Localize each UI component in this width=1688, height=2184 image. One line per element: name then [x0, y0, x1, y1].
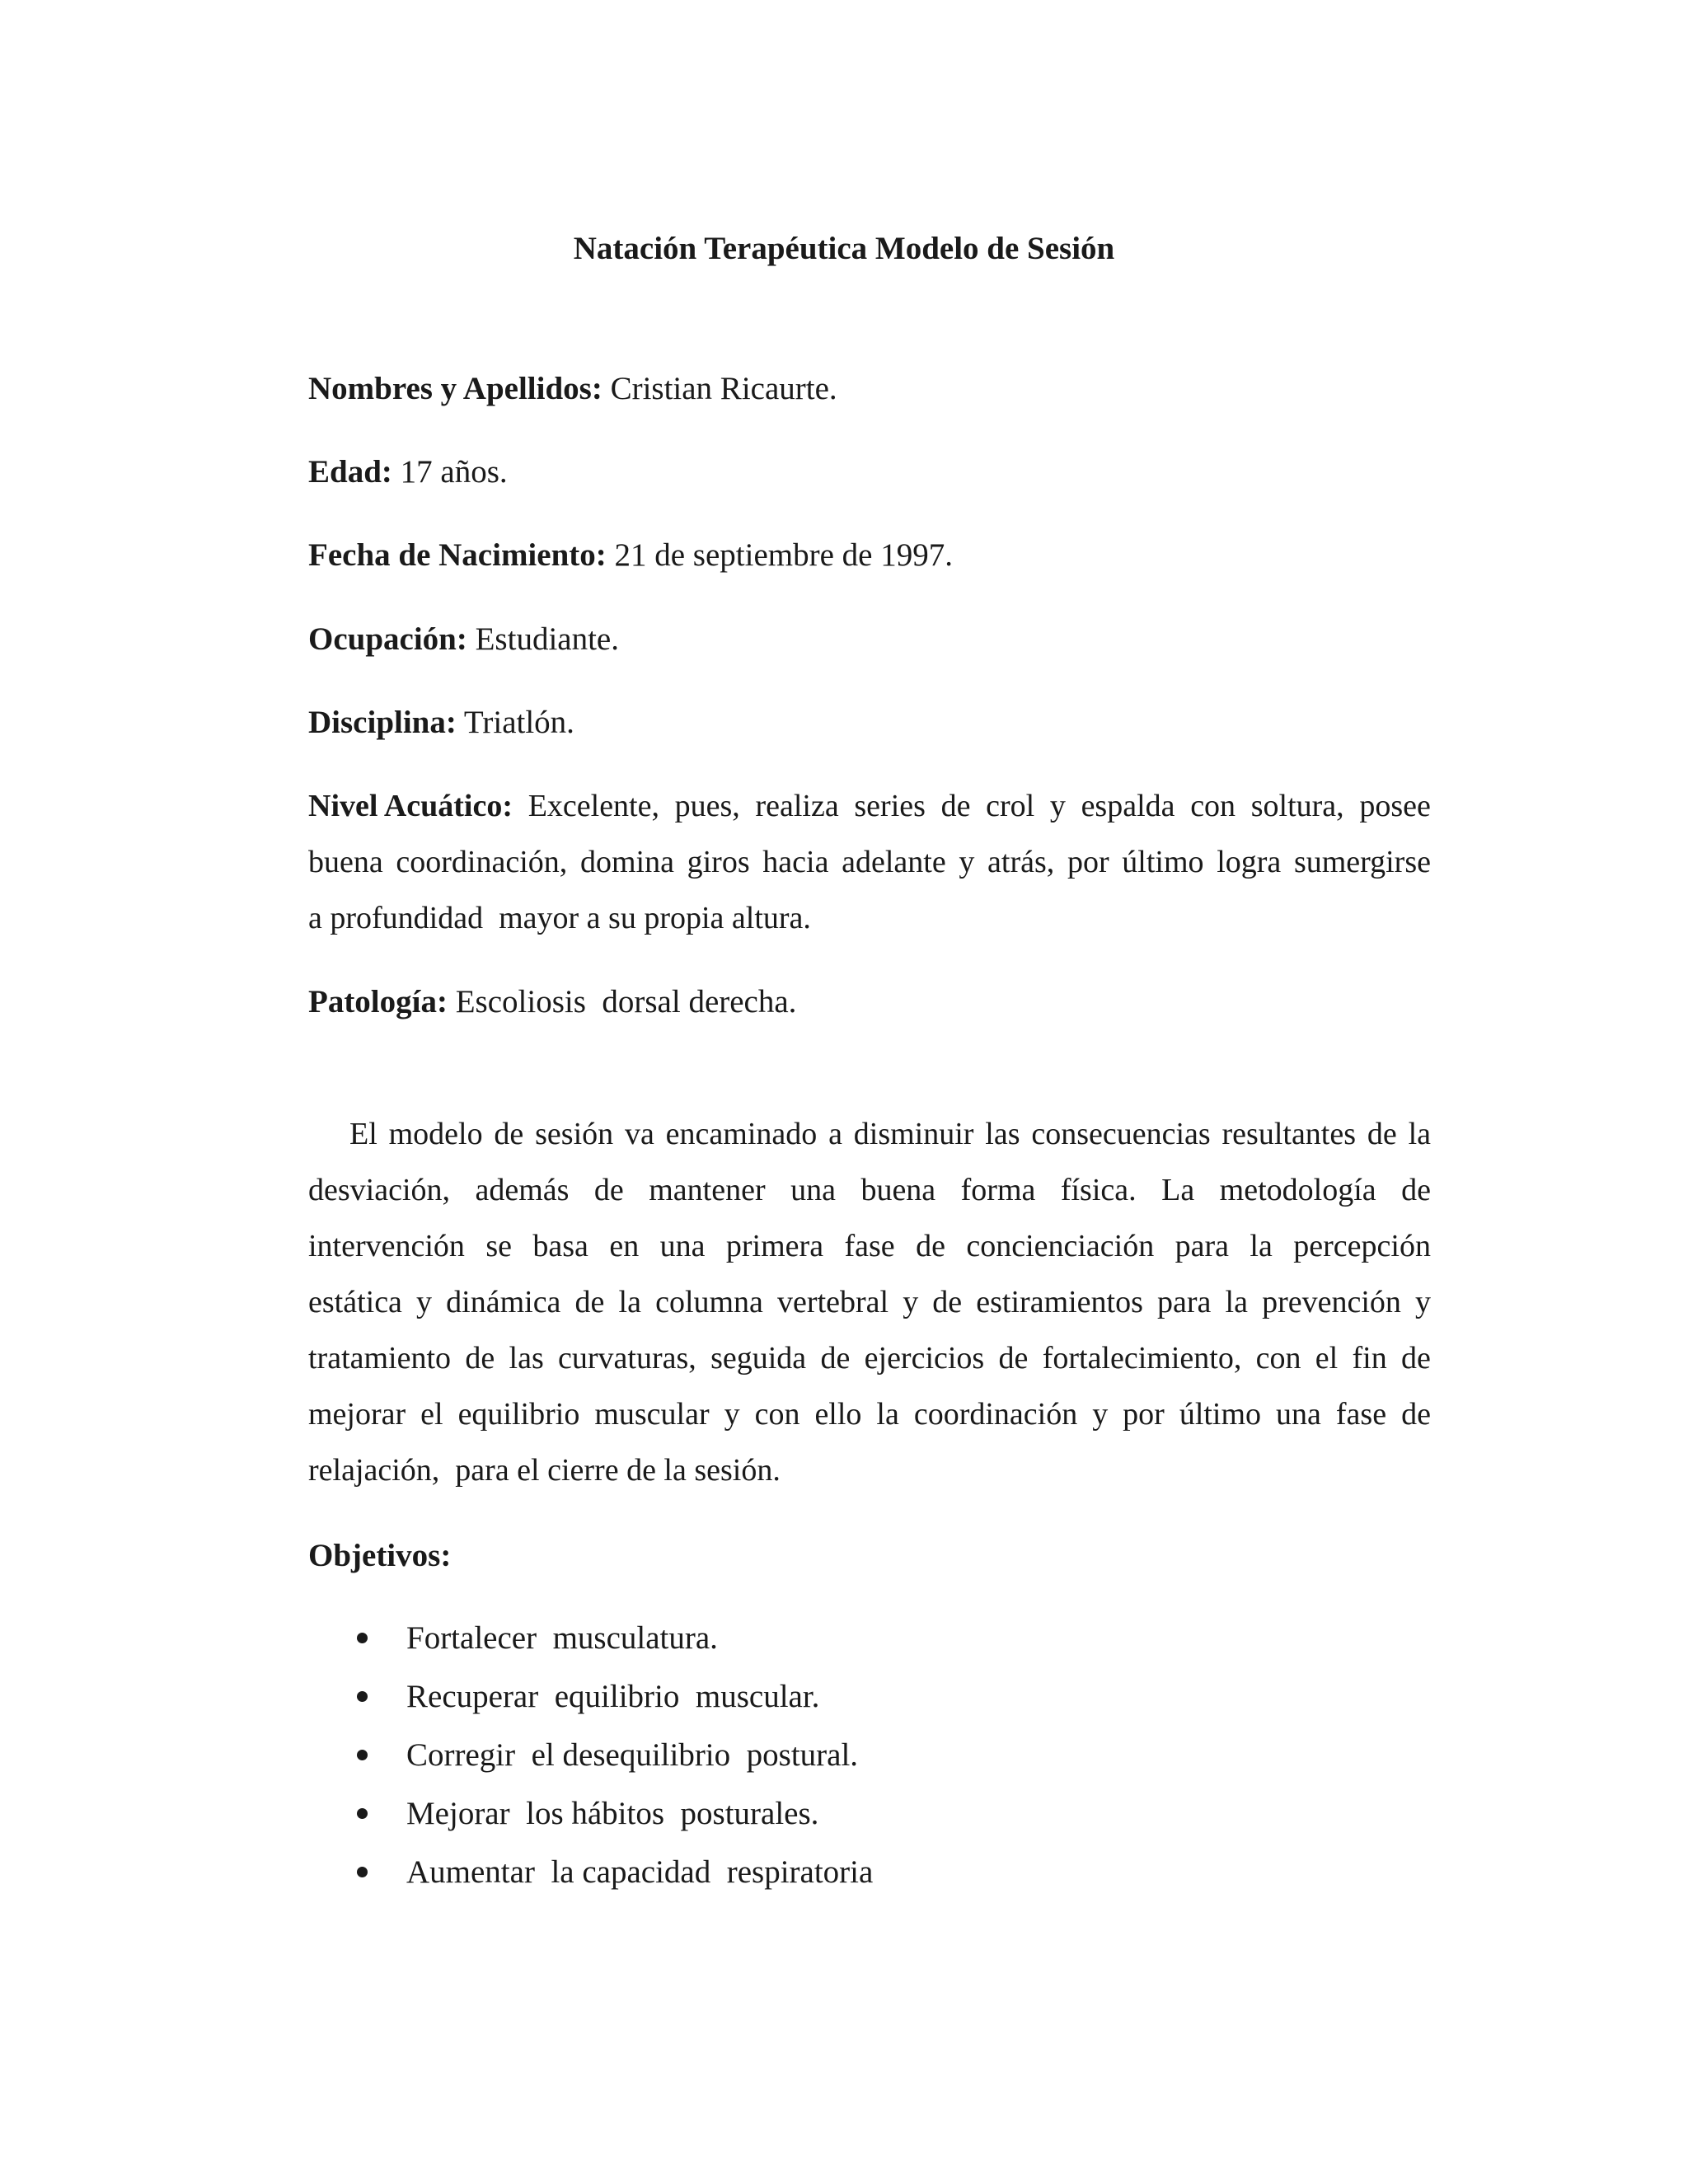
word: fase: [1335, 1397, 1387, 1432]
word: Excelente,: [528, 789, 659, 823]
bullet-icon: [357, 1691, 368, 1702]
word: realiza: [755, 789, 839, 823]
field-value: Cristian Ricaurte.: [610, 371, 837, 406]
word: último: [1122, 845, 1204, 879]
word: coordinación,: [396, 845, 568, 879]
list-item-text: Mejorar los hábitos posturales.: [406, 1796, 819, 1831]
word: una: [659, 1229, 706, 1263]
bullet-icon: [357, 1867, 368, 1877]
field-label: Nombres y Apellidos:: [308, 371, 603, 406]
session-paragraph: [308, 1106, 1431, 1498]
word: estática: [308, 1285, 402, 1319]
bullet-icon: [357, 1808, 368, 1819]
word: la: [1225, 1285, 1248, 1319]
bullet-icon: [357, 1750, 368, 1760]
word: disminuir: [853, 1117, 974, 1151]
word: concienciación: [966, 1229, 1155, 1263]
word: de: [593, 1173, 624, 1207]
word: con: [1190, 789, 1236, 823]
word: último: [1179, 1397, 1262, 1432]
word: y: [1049, 789, 1066, 823]
list-item: [346, 1784, 873, 1843]
word: espalda: [1081, 789, 1175, 823]
word: fortalecimiento,: [1042, 1341, 1242, 1376]
paragraph-line-3: [308, 1218, 1431, 1274]
field-ocupacion: [308, 612, 1431, 668]
word: adelante: [842, 845, 946, 879]
word: la: [1408, 1117, 1431, 1151]
word: intervención: [308, 1229, 465, 1263]
word: de: [465, 1341, 495, 1376]
word: de: [932, 1285, 963, 1319]
word: logra: [1217, 845, 1282, 879]
word: de: [1401, 1173, 1431, 1207]
line-text: relajación, para el cierre de la sesión.: [308, 1453, 781, 1488]
word: atrás,: [987, 845, 1055, 879]
list-item: [346, 1667, 873, 1726]
objetivos-list: [346, 1609, 873, 1901]
word: de: [1367, 1117, 1397, 1151]
word: curvaturas,: [558, 1341, 696, 1376]
field-fecha-nacimiento: [308, 527, 1431, 583]
bullet-icon: [357, 1633, 368, 1643]
word: mejorar: [308, 1397, 406, 1432]
word: por: [1067, 845, 1109, 879]
line-text: a profundidad mayor a su propia altura.: [308, 901, 811, 935]
word: las: [985, 1117, 1020, 1151]
word: resultantes: [1221, 1117, 1357, 1151]
word: domina: [579, 845, 674, 879]
word: de: [1401, 1341, 1431, 1376]
word: en: [609, 1229, 640, 1263]
word: giros: [687, 845, 750, 879]
word: dinámica: [446, 1285, 561, 1319]
word: de: [1401, 1397, 1431, 1432]
word: fase: [844, 1229, 895, 1263]
nivel-line-3: [308, 890, 1431, 946]
word: tratamiento: [308, 1341, 452, 1376]
list-item-text: Recuperar equilibrio muscular.: [406, 1679, 820, 1714]
word: una: [790, 1173, 836, 1207]
word: y: [1414, 1285, 1431, 1319]
word: seguida: [710, 1341, 807, 1376]
paragraph-line-4: [308, 1274, 1431, 1330]
word: a: [828, 1117, 842, 1151]
nivel-line-1: [308, 778, 1431, 834]
word: sumergirse: [1293, 845, 1431, 879]
word: La: [1161, 1173, 1195, 1207]
word: crol: [986, 789, 1035, 823]
paragraph-line-5: [308, 1330, 1431, 1386]
word: buena: [308, 845, 383, 879]
word: se: [485, 1229, 512, 1263]
word: y: [416, 1285, 433, 1319]
paragraph-line-1: [308, 1106, 1431, 1162]
word: y: [903, 1285, 919, 1319]
field-value: Estudiante.: [475, 621, 619, 657]
nivel-line-2: [308, 834, 1431, 890]
word: y: [724, 1397, 740, 1432]
word: de: [820, 1341, 851, 1376]
field-label: Fecha de Nacimiento:: [308, 537, 607, 573]
field-value: Escoliosis dorsal derecha.: [455, 984, 797, 1019]
word: encaminado: [665, 1117, 818, 1151]
word: soltura,: [1250, 789, 1344, 823]
word: física.: [1060, 1173, 1137, 1207]
word: desviación,: [308, 1173, 451, 1207]
word: sesión: [535, 1117, 614, 1151]
word: el: [1315, 1341, 1339, 1376]
word: mantener: [649, 1173, 766, 1207]
word: basa: [532, 1229, 588, 1263]
word: muscular: [594, 1397, 710, 1432]
word: equilibrio: [457, 1397, 580, 1432]
word: además: [475, 1173, 570, 1207]
word: y: [959, 845, 975, 879]
list-item: [346, 1609, 873, 1667]
field-value: 17 años.: [400, 454, 508, 490]
word: de: [940, 789, 971, 823]
word: va: [624, 1117, 654, 1151]
word: la: [618, 1285, 641, 1319]
list-item-text: Corregir el desequilibrio postural.: [406, 1737, 859, 1773]
field-value: Triatlón.: [463, 705, 574, 740]
word: ello: [814, 1397, 862, 1432]
word: de: [916, 1229, 945, 1263]
field-edad: [308, 444, 1431, 500]
document-title: Natación Terapéutica Modelo de Sesión: [573, 231, 1115, 266]
word: El: [349, 1117, 377, 1151]
word: columna: [655, 1285, 763, 1319]
objetivos-heading: Objetivos:: [308, 1538, 452, 1573]
word: buena: [860, 1173, 936, 1207]
field-value: 21 de septiembre de 1997.: [614, 537, 953, 573]
word: posee: [1359, 789, 1431, 823]
field-label: Disciplina:: [308, 705, 457, 740]
word: con: [754, 1397, 800, 1432]
word: prevención: [1262, 1285, 1401, 1319]
word: estiramientos: [976, 1285, 1143, 1319]
word: las: [509, 1341, 544, 1376]
word: percepción: [1293, 1229, 1431, 1263]
field-patologia: [308, 974, 1431, 1030]
word: la: [1250, 1229, 1273, 1263]
word: para: [1175, 1229, 1230, 1263]
word: consecuencias: [1031, 1117, 1211, 1151]
list-item: [346, 1726, 873, 1784]
list-item-text: Aumentar la capacidad respiratoria: [406, 1854, 874, 1890]
word: por: [1123, 1397, 1165, 1432]
word: de: [494, 1117, 524, 1151]
paragraph-line-6: [308, 1386, 1431, 1442]
field-disciplina: [308, 695, 1431, 751]
word: primera: [725, 1229, 824, 1263]
word: de: [574, 1285, 605, 1319]
paragraph-line-7: [308, 1442, 1431, 1498]
word: para: [1157, 1285, 1212, 1319]
field-nivel-acuatico: [308, 778, 1431, 946]
word: hacia: [762, 845, 829, 879]
paragraph-line-2: [308, 1162, 1431, 1218]
word: pues,: [674, 789, 740, 823]
list-item-text: Fortalecer musculatura.: [406, 1620, 718, 1656]
word: el: [420, 1397, 443, 1432]
word: vertebral: [777, 1285, 889, 1319]
word: series: [854, 789, 926, 823]
word: fin: [1352, 1341, 1387, 1376]
word: coordinación: [913, 1397, 1078, 1432]
field-nombres: [308, 361, 1431, 417]
word: y: [1092, 1397, 1109, 1432]
word: de: [998, 1341, 1029, 1376]
word: ejercicios: [864, 1341, 985, 1376]
word: una: [1276, 1397, 1321, 1432]
word: forma: [960, 1173, 1036, 1207]
word: metodología: [1219, 1173, 1376, 1207]
list-item: [346, 1843, 873, 1901]
word: modelo: [388, 1117, 483, 1151]
field-label: Ocupación:: [308, 621, 467, 657]
field-label: Nivel Acuático:: [308, 789, 513, 823]
word: con: [1255, 1341, 1301, 1376]
word: la: [876, 1397, 899, 1432]
field-label: Patología:: [308, 984, 448, 1019]
field-label: Edad:: [308, 454, 392, 490]
